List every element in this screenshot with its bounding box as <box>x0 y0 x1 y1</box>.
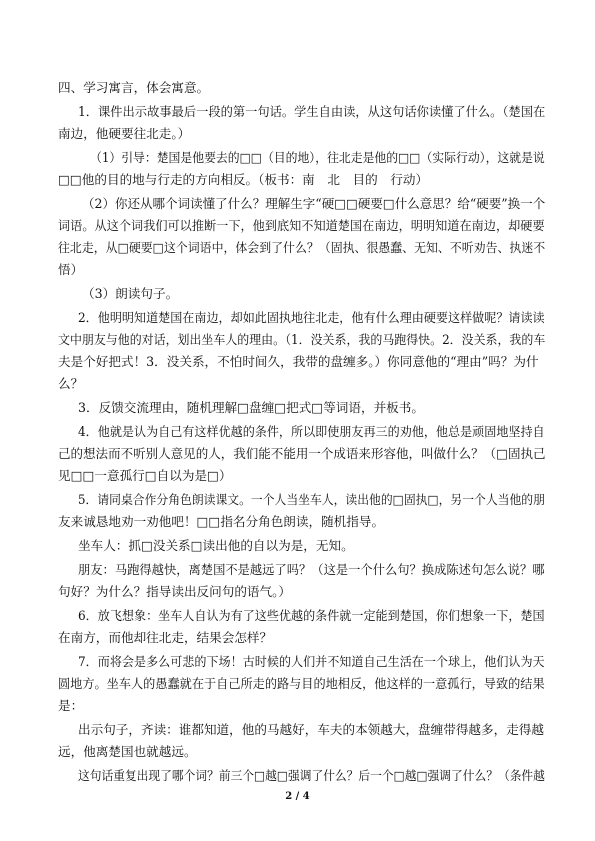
paragraph-line: 坐车人：抓□没关系□读出他的自以为是，无知。 <box>78 538 354 553</box>
paragraph-line: 朋友：马跑得越快，离楚国不是越远了吗？（这是一个什么句？换成陈述句怎么说？哪 <box>78 562 545 577</box>
paragraph-line: 往北走，从□硬要□这个词语中，体会到了什么？（固执、很愚蠢、无知、不听劝告、执迷不 <box>58 240 546 255</box>
page-number: 2 / 4 <box>285 791 310 802</box>
paragraph-line: 5．请同桌合作分角色朗读课文。一个人当坐车人，读出他的□固执□，另一个人当他的朋 <box>78 492 545 507</box>
section-heading: 四、学习寓言，体会寓意。 <box>58 80 210 95</box>
paragraph-line: （1）引导：楚国是他要去的□□（目的地），往北走是他的□□（实际行动），这就是说 <box>90 150 545 165</box>
paragraph-line: 出示句子，齐读：谁都知道，他的马越好，车夫的本领越大，盘缠带得越多，走得越 <box>78 722 544 737</box>
paragraph-line: 圆地方。坐车人的愚蠢就在于自己所走的路与目的地相反，他这样的一意孤行，导致的结果 <box>58 676 545 691</box>
paragraph-line: 悟） <box>58 262 84 277</box>
paragraph-line: 是： <box>58 698 84 713</box>
paragraph-line: 么？ <box>58 376 84 391</box>
paragraph-line: 1．课件出示故事最后一段的第一句话。学生自由读，从这句话你读懂了什么。（楚国在 <box>78 104 546 119</box>
paragraph-line: 远，他离楚国也就越远。 <box>58 744 197 759</box>
paragraph-line: □□他的目的地与行走的方向相反。（板书：南 北 目的 行动） <box>58 172 429 187</box>
paragraph-line: 句好？为什么？指导读出反问句的语气。） <box>58 584 291 599</box>
paragraph-line: （3）朗读句子。 <box>82 286 179 301</box>
paragraph-line: 文中朋友与他的对话，划出坐车人的理由。（1．没关系，我的马跑得快。2．没关系，我的车 <box>58 332 546 347</box>
paragraph-line: 友来诚恳地劝一劝他吧！□□指名分角色朗读，随机指导。 <box>58 514 385 529</box>
paragraph-line: 7．而将会是多么可悲的下场！古时候的人们并不知道自己生活在一个球上，他们认为天 <box>78 654 545 669</box>
paragraph-line: 见□□一意孤行□自以为是□） <box>58 468 232 483</box>
paragraph-line: 6．放飞想象：坐车人自认为有了这些优越的条件就一定能到楚国，你们想象一下，楚国 <box>78 608 545 623</box>
paragraph-line: 夫是个好把式！3．没关系，不怕时间久，我带的盘缠多。）你同意他的“理由”吗？为什 <box>58 354 539 369</box>
paragraph-line: （2）你还从哪个词读懂了什么？理解生字“硬□□硬要□什么意思？给“硬要”换一个 <box>82 196 546 211</box>
paragraph-line: 4．他就是认为自己有这样优越的条件，所以即使朋友再三的劝他，他总是顽固地坚持自 <box>78 424 545 439</box>
paragraph-line: 己的想法而不听别人意见的人，我们能不能用一个成语来形容他，叫做什么？（□固执己 <box>58 446 546 461</box>
paragraph-line: 南边，他硬要往北走。） <box>58 126 191 141</box>
paragraph-line: 在南方，而他却往北走，结果会怎样？ <box>58 630 273 645</box>
paragraph-line: 词语。从这个词我们可以推断一下，他到底知不知道楚国在南边，明明知道在南边，却硬要 <box>58 218 545 233</box>
paragraph-line: 3．反馈交流理由，随机理解□盘缠□把式□等词语，并板书。 <box>78 400 424 415</box>
paragraph-line: 这句话重复出现了哪个词？前三个□越□强调了什么？后一个□越□强调了什么？（条件越 <box>78 768 545 783</box>
paragraph-line: 2．他明明知道楚国在南边，却如此固执地往北走，他有什么理由硬要这样做呢？请读读 <box>78 310 545 325</box>
